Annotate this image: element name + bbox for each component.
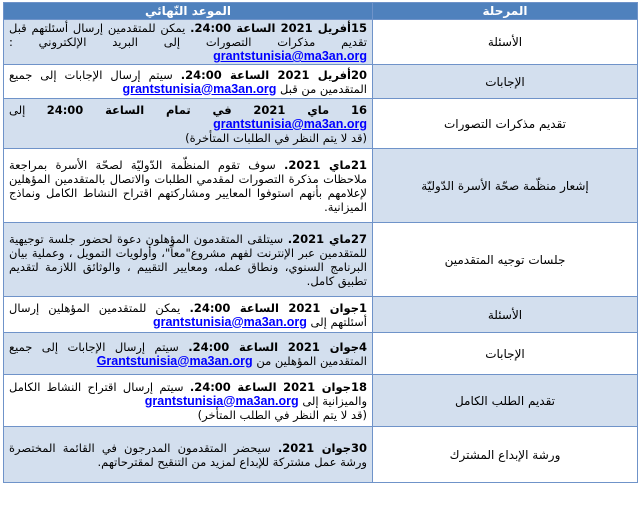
stage-cell: جلسات توجيه المتقدمين [373,223,638,297]
deadline-cell [4,375,373,427]
deadline-cell [4,427,373,483]
header-deadline: الموعد النّهائي [4,3,373,20]
deadline-date: 27ماي 2021. [287,231,367,246]
deadline-date: 1جوان 2021 الساعة 24:00. [189,300,368,315]
table-row [4,99,638,149]
deadline-date: 16 ماي 2021 في تمام الساعة 24:00 [46,102,367,117]
table-row [4,65,638,99]
stage-cell: ورشة الإبداع المشترك [373,427,638,483]
late-note: (قد لا يتم النظر في الطلبات المتأخرة) [185,130,367,145]
stage-cell: إشعار منظّمة صحّة الأسرة الدّوليّة [373,149,638,223]
deadline-description: سيتلقى المتقدمون المؤهلون دعوة لحضور جلسة توجيهية للمتقدمين عبر الإنترنت لفهم مشروع"معاً"، وأولويات التمويل ، وعملية بيان البرنامج السنوي، ونطاق عمله، ومعايير التقييم ، والوثائق اللازمة لتقديم تطبيق كامل. [9,231,367,288]
table-row [4,427,638,483]
header-row [4,3,638,20]
table-row [4,333,638,375]
deadline-cell [4,297,373,333]
deadline-description: سيتم إرسال الإجابات إلى جميع المتقدمين من قبل [9,67,367,96]
deadline-cell [4,333,373,375]
deadline-description: سيتم إرسال اقتراح النشاط الكامل والميزانية إلى [9,379,367,408]
header-stage: المرحلة [373,3,638,20]
deadline-date: 18جوان 2021 الساعة 24:00. [189,379,368,394]
email-link[interactable]: grantstunisia@ma3an.org [213,49,367,63]
email-link[interactable]: grantstunisia@ma3an.org [122,81,277,96]
email-link[interactable]: grantstunisia@ma3an.org [144,393,299,408]
deadline-cell [4,99,373,149]
table-row [4,375,638,427]
stage-cell: الإجابات [373,333,638,375]
deadline-date: 30جوان 2021. [277,440,367,455]
deadline-cell [4,20,373,65]
deadline-description: سيتم إرسال الإجابات إلى جميع المتقدمين المؤهلين من [9,339,367,368]
deadline-description: سوف تقوم المنظّمة الدّوليّة لصحّة الأسرة بمراجعة ملاحظات مذكرة التصورات لمقدمي الطلبات والاتصال بالمتقدمين المؤهلين لإعلامهم بأنهم استوفوا المعايير ومشاركتهم اقتراح النشاط الكامل ونماذج الميزانية. [9,157,367,214]
deadline-cell [4,223,373,297]
deadline-description: إلى [9,102,47,117]
deadline-description: يمكن للمتقدمين المؤهلين إرسال أسئلتهم إلى [9,300,367,329]
stage-cell: تقديم الطلب الكامل [373,375,638,427]
stage-cell: تقديم مذكرات التصورات [373,99,638,149]
email-link[interactable]: Grantstunisia@ma3an.org [96,353,253,368]
schedule-table [3,2,638,483]
table-row [4,149,638,223]
deadline-description: سيحضر المتقدمون المدرجون في القائمة المختصرة ورشة عمل مشتركة للإبداع لمزيد من التنقيح لمقترحاتهم. [9,440,367,469]
deadline-description: يمكن للمتقدمين إرسال أسئلتهم قبل تقديم مذكرات التصورات إلى البريد الإلكتروني : [9,21,367,49]
deadline-date: 15أفريل 2021 الساعة 24:00. [190,21,367,35]
email-link[interactable]: grantstunisia@ma3an.org [152,314,307,329]
deadline-date: 4جوان 2021 الساعة 24:00. [188,339,368,354]
deadline-date: 21ماي 2021. [284,157,368,172]
table-row [4,20,638,65]
email-link[interactable]: grantstunisia@ma3an.org [213,116,367,131]
table-row [4,297,638,333]
stage-cell: الأسئلة [373,297,638,333]
deadline-date: 20أفريل 2021 الساعة 24:00. [180,67,368,82]
deadline-cell [4,65,373,99]
stage-cell: الأسئلة [373,20,638,65]
table-row [4,223,638,297]
late-note: (قد لا يتم النظر في الطلب المتأخر) [197,407,367,422]
deadline-cell [4,149,373,223]
stage-cell: الإجابات [373,65,638,99]
